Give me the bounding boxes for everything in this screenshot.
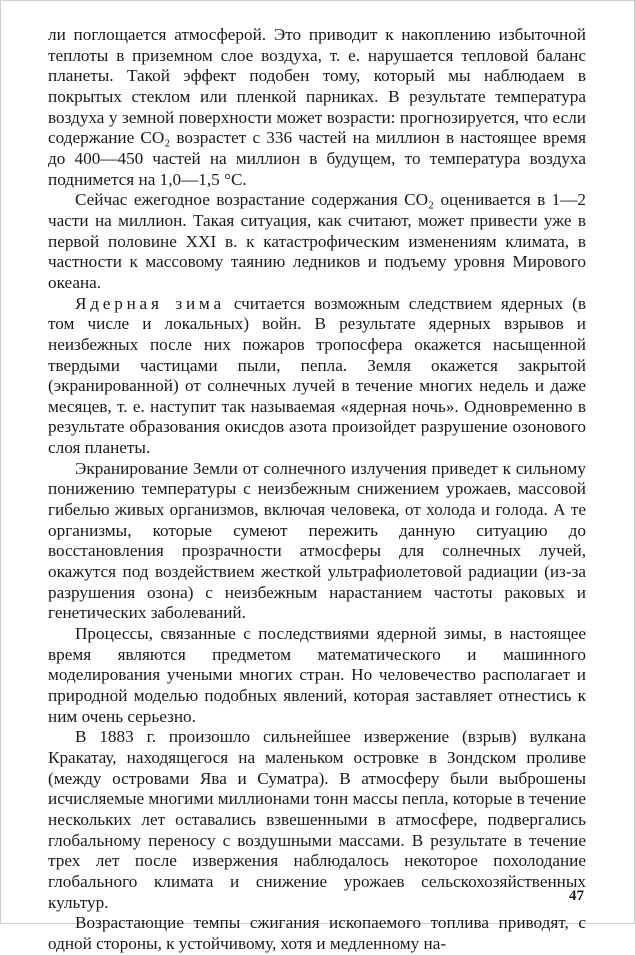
paragraph-co2-growth: Сейчас ежегодное возрастание содержания CO₂ оценивается в 1—2 части на миллион. Такая ситуация, как считают, может привести уже в первой половине XXI в. к катастрофическим изменениям климата, в частности к массовому таянию ледников и подъему уровня Мирового океана. (48, 190, 586, 292)
paragraph-nuclear-winter (48, 294, 586, 459)
page-number: 47 (569, 888, 584, 904)
term-nuclear-winter: Ядерная зима (75, 293, 225, 313)
paragraph-nuclear-winter-text: считается возможным следствием ядерных (в том числе и локальных) войн. В результате ядерных взрывов и неизбежных после них пожаров тропосфера окажется насыщенной твердыми частицами пыли, пепла. Земля окажется закрытой (экранированной) от солнечных лучей в течение многих недель и даже месяцев, т. е. наступит так называемая «ядерная ночь». Одновременно в результате образования окисдов азота произойдет разрушение озонового слоя планеты. (48, 293, 586, 458)
paragraph-fuel-burning: Возрастающие темпы сжигания ископаемого топлива приводят, с одной стороны, к устойчивому, хотя и медленному на- (48, 913, 586, 953)
paragraph-modeling: Процессы, связанные с последствиями ядерной зимы, в настоящее время являются предметом математического и машинного моделирования учеными многих стран. Но человечество располагает и природной моделью подобных явлений, которая заставляет отнестись к ним очень серьезно. (48, 624, 586, 726)
paragraph-screening: Экранирование Земли от солнечного излучения приведет к сильному понижению температуры с неизбежным снижением урожаев, массовой гибелью живых организмов, включая человека, от холода и голода. А те организмы, которые сумеют пережить данную ситуацию до восстановления прозрачности атмосферы для солнечных лучей, окажутся под воздействием жесткой ультрафиолетовой радиации (из-за разрушения озона) с неизбежным нарастанием частоты раковых и генетических заболеваний. (48, 458, 586, 623)
paragraph-continuation: ли поглощается атмосферой. Это приводит к накоплению избыточной теплоты в приземном слое воздуха, т. е. нарушается тепловой баланс планеты. Такой эффект подобен тому, который мы наблюдаем в покрытых стеклом или пленкой парниках. В результате температура воздуха у земной поверхности может возрасти: прогнозируется, что если содержание CO₂ возрастет с 336 частей на миллион в настоящее время до 400—450 частей на миллион в будущем, то температура воздуха поднимется на 1,0—1,5 °С. (48, 25, 586, 189)
paragraph-krakatoa: В 1883 г. произошло сильнейшее извержение (взрыв) вулкана Кракатау, находящегося на маленьком островке в Зондском проливе (между островами Ява и Суматра). В атмосферу были выброшены исчисляемые многими миллионами тонн массы пепла, которые в течение нескольких лет оставались взвешенными в атмосфере, подвергались глобальному переносу с воздушными массами. В результате в течение трех лет после извержения наблюдалось некоторое похолодание глобального климата и снижение урожаев сельскохозяйственных культур. (48, 727, 587, 912)
body-text (48, 25, 586, 955)
